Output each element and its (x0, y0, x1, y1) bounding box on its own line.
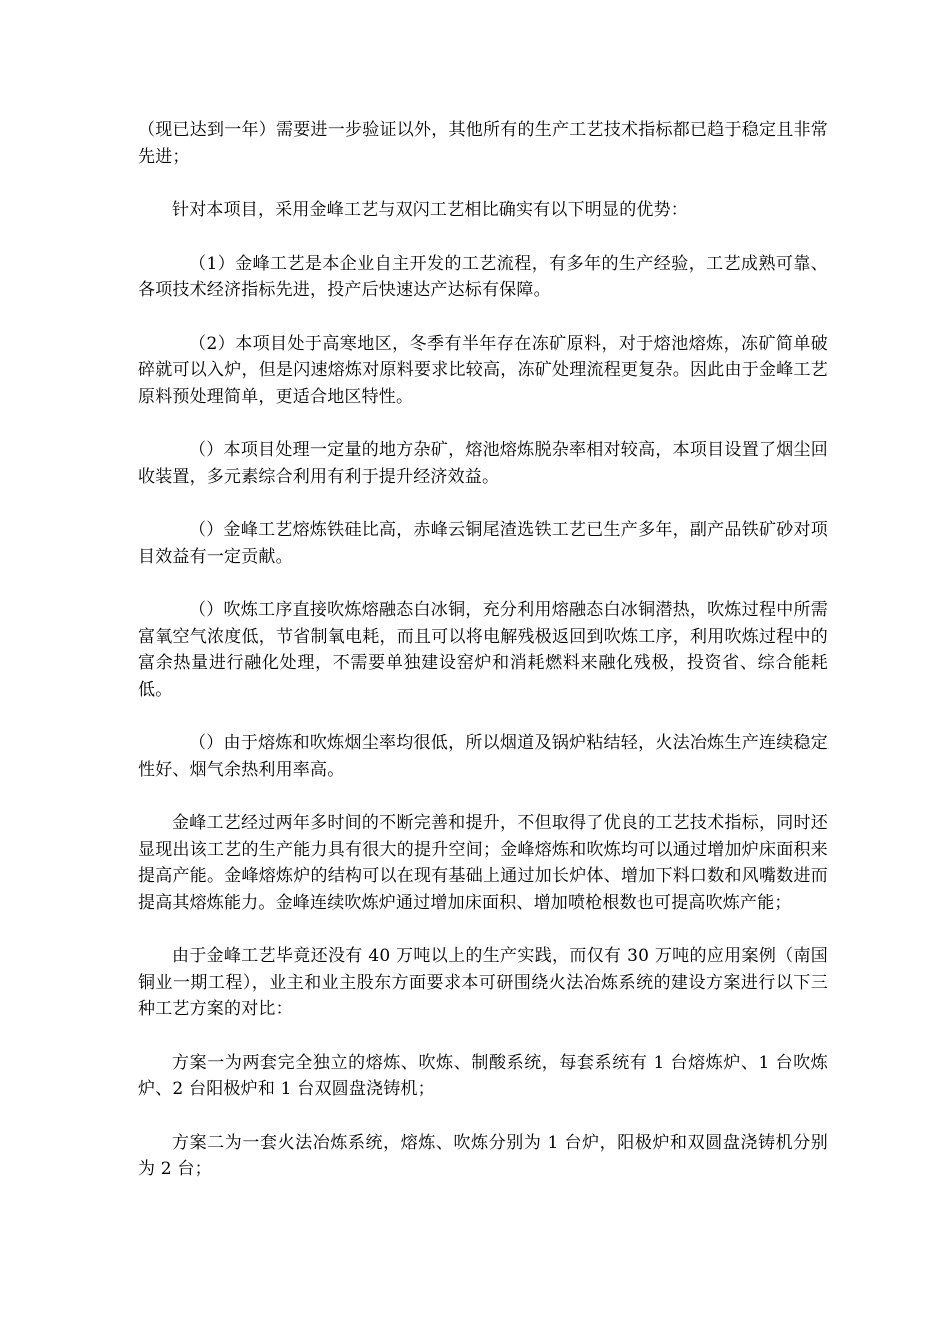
paragraph-advantage-1: （1）金峰工艺是本企业自主开发的工艺流程，有多年的生产经验，工艺成熟可靠、各项技术经济指标先进，投产后快速达产达标有保障。 (138, 253, 828, 300)
paragraph-scheme-comparison-intro: 由于金峰工艺毕竟还没有 40 万吨以上的生产实践，而仅有 30 万吨的应用案例（南国铜业一期工程），业主和业主股东方面要求本可研围绕火法冶炼系统的建设方案进行以下三种工艺方案的对比： (138, 946, 828, 1019)
paragraph-continuation: （现已达到一年）需要进一步验证以外，其他所有的生产工艺技术指标都已趋于稳定且非常先进； (138, 120, 828, 167)
paragraph-advantage-4: （）金峰工艺熔炼铁硅比高，赤峰云铜尾渣选铁工艺已生产多年，副产品铁矿砂对项目效益有一定贡献。 (138, 520, 828, 567)
paragraph-advantage-3: （）本项目处理一定量的地方杂矿，熔池熔炼脱杂率相对较高，本项目设置了烟尘回收装置，多元素综合利用有利于提升经济效益。 (138, 440, 828, 487)
paragraph-advantage-5: （）吹炼工序直接吹炼熔融态白冰铜，充分利用熔融态白冰铜潜热，吹炼过程中所需富氧空气浓度低，节省制氧电耗，而且可以将电解残极返回到吹炼工序，利用吹炼过程中的富余热量进行融化处理，不需要单独建设窑炉和消耗燃料来融化残极，投资省、综合能耗低。 (138, 600, 828, 700)
paragraph-scheme-two: 方案二为一套火法冶炼系统，熔炼、吹炼分别为 1 台炉，阳极炉和双圆盘浇铸机分别为 2 台； (138, 1132, 828, 1179)
document-page (138, 117, 828, 1210)
paragraph-process-improvement: 金峰工艺经过两年多时间的不断完善和提升，不但取得了优良的工艺技术指标，同时还显现出该工艺的生产能力具有很大的提升空间；金峰熔炼和吹炼均可以通过增加炉床面积来提高产能。金峰熔炼炉的结构可以在现有基础上通过加长炉体、增加下料口数和风嘴数进而提高其熔炼能力。金峰连续吹炼炉通过增加床面积、增加喷枪根数也可提高吹炼产能； (138, 813, 828, 913)
paragraph-advantage-6: （）由于熔炼和吹炼烟尘率均很低，所以烟道及锅炉粘结轻，火法冶炼生产连续稳定性好、烟气余热利用率高。 (138, 733, 828, 780)
paragraph-advantages-intro: 针对本项目，采用金峰工艺与双闪工艺相比确实有以下明显的优势： (172, 200, 688, 220)
paragraph-scheme-one: 方案一为两套完全独立的熔炼、吹炼、制酸系统，每套系统有 1 台熔炼炉、1 台吹炼炉、2 台阳极炉和 1 台双圆盘浇铸机； (138, 1052, 828, 1099)
paragraph-advantage-2: （2）本项目处于高寒地区，冬季有半年存在冻矿原料，对于熔池熔炼，冻矿简单破碎就可以入炉，但是闪速熔炼对原料要求比较高，冻矿处理流程更复杂。因此由于金峰工艺原料预处理简单，更适合地区特性。 (138, 333, 828, 407)
